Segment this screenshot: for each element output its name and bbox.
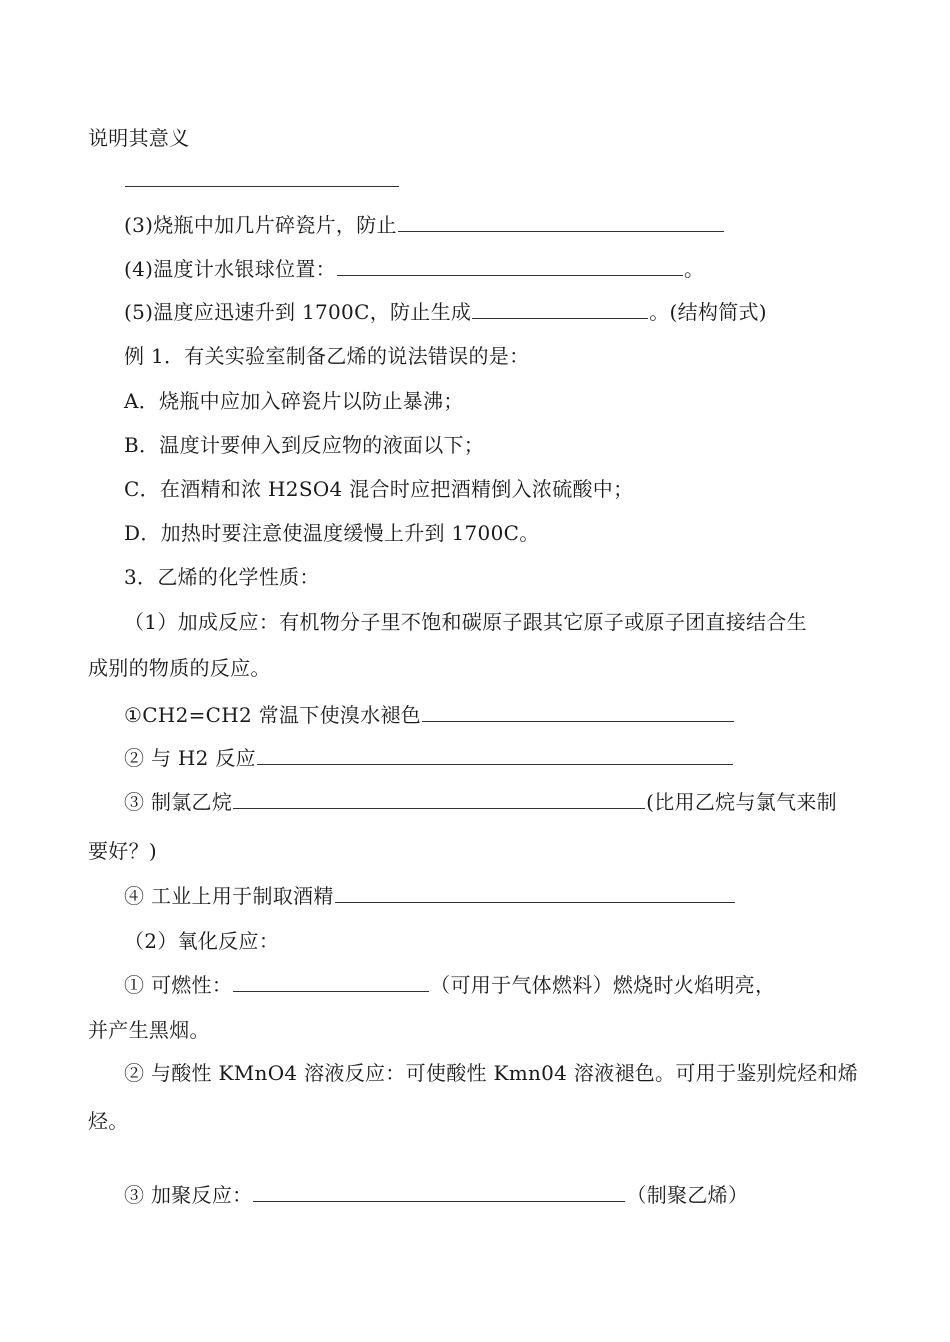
line-text: ② 与酸性 KMnO4 溶液反应：可使酸性 Kmn04 溶液褪色。可用于鉴别烷烃和烯 xyxy=(124,1061,859,1085)
text-line xyxy=(88,126,190,150)
line-text: （1）加成反应：有机物分子里不饱和碳原子跟其它原子或原子团直接结合生 xyxy=(124,610,807,634)
line-text: ② 与 H2 反应 xyxy=(124,746,256,770)
fill-blank[interactable] xyxy=(335,884,735,903)
text-line xyxy=(124,213,725,237)
answer-line xyxy=(124,168,400,192)
fill-blank[interactable] xyxy=(422,703,734,722)
line-text: ③ 制氯乙烷 xyxy=(124,790,233,814)
fill-blank[interactable] xyxy=(337,257,683,276)
text-line xyxy=(124,300,767,324)
line-text: 烃。 xyxy=(88,1109,129,1133)
option-a xyxy=(124,389,464,413)
text-line xyxy=(124,973,775,997)
line-text: 说明其意义 xyxy=(88,126,190,150)
question-stem xyxy=(124,344,529,368)
line-text: (3)烧瓶中加几片碎瓷片，防止 xyxy=(124,213,397,237)
fill-blank[interactable] xyxy=(253,1183,625,1202)
line-text: ①CH2=CH2 常温下使溴水褪色 xyxy=(124,703,422,727)
line-text: C．在酒精和浓 H2SO4 混合时应把酒精倒入浓硫酸中； xyxy=(124,477,634,501)
option-c xyxy=(124,477,633,501)
line-text: 成别的物质的反应。 xyxy=(88,656,271,680)
option-d xyxy=(124,521,540,545)
text-line xyxy=(88,839,157,863)
line-text: (4)温度计水银球位置： xyxy=(124,257,336,281)
text-line xyxy=(88,1018,210,1042)
text-line xyxy=(124,1061,858,1085)
text-line xyxy=(124,929,279,953)
fill-blank[interactable] xyxy=(125,168,399,187)
line-text: D．加热时要注意使温度缓慢上升到 1700C。 xyxy=(124,521,540,545)
text-line xyxy=(124,746,734,770)
line-text: ③ 加聚反应： xyxy=(124,1183,253,1207)
line-text: 。 xyxy=(683,257,705,281)
fill-blank[interactable] xyxy=(233,790,645,809)
text-line xyxy=(124,610,807,634)
fill-blank[interactable] xyxy=(257,746,733,765)
text-line xyxy=(124,790,837,814)
fill-blank[interactable] xyxy=(472,300,648,319)
line-text: (5)温度应迅速升到 1700C，防止生成 xyxy=(124,300,472,324)
line-text: 3．乙烯的化学性质： xyxy=(124,565,320,589)
line-text: B．温度计要伸入到反应物的液面以下； xyxy=(124,433,485,457)
fill-blank[interactable] xyxy=(233,973,429,992)
text-line xyxy=(88,656,271,680)
line-text: ① 可燃性： xyxy=(124,973,233,997)
text-line xyxy=(88,1109,129,1133)
text-line xyxy=(124,884,736,908)
line-text: 。(结构简式) xyxy=(649,300,767,324)
line-text: A．烧瓶中应加入碎瓷片以防止暴沸； xyxy=(124,389,464,413)
line-text: 要好？) xyxy=(88,839,158,863)
line-text: （可用于气体燃料）燃烧时火焰明亮， xyxy=(430,973,776,997)
line-text: ④ 工业上用于制取酒精 xyxy=(124,884,334,908)
line-text: 例 1．有关实验室制备乙烯的说法错误的是： xyxy=(124,344,530,368)
line-text: （2）氧化反应： xyxy=(124,929,280,953)
text-line xyxy=(124,703,735,727)
text-line xyxy=(124,1183,748,1207)
option-b xyxy=(124,433,484,457)
section-heading xyxy=(124,565,320,589)
text-line xyxy=(124,257,704,281)
line-text: (比用乙烷与氯气来制 xyxy=(646,790,837,814)
fill-blank[interactable] xyxy=(398,213,724,232)
line-text: 并产生黑烟。 xyxy=(88,1018,210,1042)
line-text: （制聚乙烯） xyxy=(626,1183,749,1207)
